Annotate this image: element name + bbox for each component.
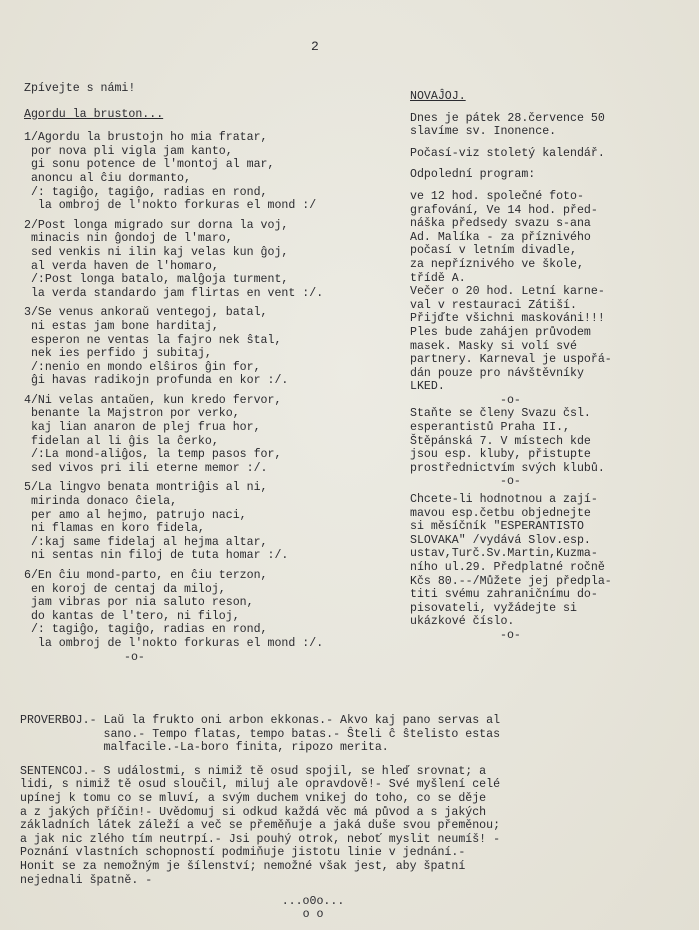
news-line: třídě A. xyxy=(410,271,466,285)
stanza-6 xyxy=(24,569,409,651)
news-line: dán pouze pro návštěvníky xyxy=(410,366,584,380)
verse-line: /:kaj same fidelaj al hejma altar, xyxy=(24,535,268,549)
stanza-1 xyxy=(24,131,409,213)
news-line: náška předsedy svazu s-ana xyxy=(410,217,591,231)
stanza-3 xyxy=(24,306,409,388)
verse-line: minacis nin ĝondoj de l'maro, xyxy=(24,232,233,246)
proverbs-block xyxy=(20,714,690,755)
stanza-4 xyxy=(24,394,409,476)
news-line: Večer o 20 hod. Letní karne- xyxy=(410,285,605,299)
verse-line: en koroj de centaj da miloj, xyxy=(24,582,226,596)
news-separator: -o- xyxy=(500,475,521,489)
verse-line: la ombroj de l'nokto forkuras el mond :/ xyxy=(24,199,317,213)
news-line: masek. Masky si volí své xyxy=(410,339,577,353)
news-line: prostřednictvím svých klubů. xyxy=(410,461,605,475)
bottom-section xyxy=(20,714,690,887)
verse-line: anoncu al ĉiu dormanto, xyxy=(24,171,191,185)
verse-line: benante la Majstron por verko, xyxy=(24,407,240,421)
news-line: ukázkové číslo. xyxy=(410,615,515,629)
verse-line: la ombroj de l'nokto forkuras el mond :/. xyxy=(24,636,324,650)
news-subscription xyxy=(410,493,696,629)
verse-line: esperon ne ventas la fajro nek ŝtal, xyxy=(24,333,282,347)
verse-line: 4/Ni velas antaŭen, kun kredo fervor, xyxy=(24,393,282,407)
verse-line: 5/La lingvo benata montriĝis al ni, xyxy=(24,481,268,495)
news-line: grafování, Ve 14 hod. před- xyxy=(410,203,598,217)
news-line: počasí v letním divadle, xyxy=(410,244,577,258)
news-line: jsou esp. kluby, přistupte xyxy=(410,448,591,462)
sentence-line: lidi, s nimiž tě osud sloučil, miluj ale opravdově!- Své myšlení celé xyxy=(20,778,501,792)
news-line: ního ul.29. Předplatné ročně xyxy=(410,561,605,574)
news-program xyxy=(410,190,696,394)
news-line: Chcete-li hodnotnou a zají- xyxy=(410,493,598,507)
song-end-mark: -o- xyxy=(124,650,145,664)
verse-line: ni estas jam bone harditaj, xyxy=(24,319,219,333)
stanza-2 xyxy=(24,219,409,301)
news-line: ve 12 hod. společné foto- xyxy=(410,189,584,203)
news-line: slavíme sv. Inonence. xyxy=(410,125,557,139)
verse-line: /: tagiĝo, tagiĝo, radias en rond, xyxy=(24,623,268,637)
sentence-line: SENTENCOJ.- S událostmi, s nimiž tě osud spojil, se hleď srovnat; a xyxy=(20,764,487,778)
news-line: Štěpánská 7. V místech kde xyxy=(410,434,591,448)
news-line: za nepříznivého ve škole, xyxy=(410,257,584,271)
news-line: Dnes je pátek 28.července 50 xyxy=(410,111,605,125)
news-separator: -o- xyxy=(500,628,521,642)
verse-line: la verda standardo jam flirtas en vent :/. xyxy=(24,286,324,300)
verse-line: sed vivos pri ili eterne memor :/. xyxy=(24,461,268,475)
verse-line: /:La mond-aliĝos, la temp pasos for, xyxy=(24,448,282,462)
verse-line: ni sentas nin filoj de tuta homar :/. xyxy=(24,549,289,563)
verse-line: /:nenio en mondo elŝiros ĝin for, xyxy=(24,360,261,374)
verse-line: mirinda donaco ĉiela, xyxy=(24,495,178,509)
song-heading: Zpívejte s námi! xyxy=(24,82,136,95)
song-column xyxy=(24,82,409,664)
verse-line: do kantas de l'tero, ni filoj, xyxy=(24,609,240,623)
sentence-line: základních látek záleží a več se přeměňuje a jaká duše svou přeměnou; xyxy=(20,819,501,833)
footer-ornament-2: o o xyxy=(302,908,324,921)
verse-line: 2/Post longa migrado sur dorna la voj, xyxy=(24,218,289,232)
sentence-line: a jak nic zlého tím neutrpí.- Jsi pouhý otrok, neboť myslit neumíš! - xyxy=(20,832,501,846)
news-weather xyxy=(410,147,696,161)
footer-ornament: ...o0o... xyxy=(281,895,345,908)
news-line: titi svému zahraničnímu do- xyxy=(410,588,598,602)
news-line: esperantistů Praha II., xyxy=(410,421,571,435)
news-line: Přijďte všichni maskováni!!! xyxy=(410,312,605,326)
verse-line: per amo al hejmo, patrujo naci, xyxy=(24,508,247,522)
sentences-block xyxy=(20,765,690,887)
verse-line: 6/En ĉiu mond-parto, en ĉiu terzon, xyxy=(24,569,268,582)
news-line: pisovateli, vyžádejte si xyxy=(410,601,577,615)
proverb-line: malfacile.-La-boro finita, ripozo merita. xyxy=(20,741,389,755)
news-program-heading xyxy=(410,168,696,182)
sentence-line: a z jakých příčin!- Uvědomuj si odkud každá věc má původ a s jakých xyxy=(20,805,487,819)
news-line: Odpolední program: xyxy=(410,168,536,182)
news-line: LKED. xyxy=(410,380,445,394)
verse-line: por nova pli vigla jam kanto, xyxy=(24,144,233,158)
verse-line: kaj lian anaron de plej frua hor, xyxy=(24,421,261,435)
news-line: ustav,Turč.Sv.Martin,Kuzma- xyxy=(410,547,598,561)
sentence-line: Honit se za nemožným je šílenství; nemožné však jest, aby špatní xyxy=(20,859,466,873)
verse-line: ni flamas en koro fidela, xyxy=(24,522,205,536)
news-line: partnery. Karneval je uspořá- xyxy=(410,353,612,367)
verse-line: 1/Agordu la brustojn ho mia fratar, xyxy=(24,131,268,145)
news-line: SLOVAKA" /vydává Slov.esp. xyxy=(410,533,591,547)
news-heading: NOVAĴOJ. xyxy=(410,90,466,103)
news-line: si měsíčník "ESPERANTISTO xyxy=(410,520,584,534)
news-line: Staňte se členy Svazu čsl. xyxy=(410,407,591,421)
page-number: 2 xyxy=(311,39,319,54)
sentence-line: upínej k tomu co se mluví, a svým duchem vnikej do toho, co se děje xyxy=(20,791,487,805)
sentence-line: Poznání vlastních schopností podmiňuje jistotu linie v jednání.- xyxy=(20,846,466,860)
verse-line: /:Post longa batalo, malĝoja turment, xyxy=(24,273,289,287)
verse-line: /: tagiĝo, tagiĝo, radias en rond, xyxy=(24,185,268,199)
news-line: mavou esp.četbu objednejte xyxy=(410,506,591,520)
verse-line: gi sonu potence de l'montoj al mar, xyxy=(24,158,275,172)
verse-line: sed venkis ni ilin kaj velas kun ĝoj, xyxy=(24,245,289,259)
song-title: Agordu la bruston... xyxy=(24,107,164,121)
news-line: val v restauraci Zátiší. xyxy=(410,298,577,312)
news-line: Ad. Malíka - za příznivého xyxy=(410,230,591,244)
proverb-line: PROVERBOJ.- Laŭ la frukto oni arbon ekkonas.- Akvo kaj pano servas al xyxy=(20,714,501,727)
stanza-5 xyxy=(24,481,409,563)
verse-line: fidelan al li ĝis la ĉerko, xyxy=(24,434,219,448)
proverb-line: sano.- Tempo flatas, tempo batas.- Ŝteli ĉ ŝtelisto estas xyxy=(20,727,501,741)
verse-line: al verda haven de l'homaro, xyxy=(24,259,219,273)
news-separator: -o- xyxy=(500,393,521,407)
news-column xyxy=(410,90,696,643)
news-line: Počasí-viz stoletý kalendář. xyxy=(410,146,605,160)
news-membership xyxy=(410,407,696,475)
news-date xyxy=(410,112,696,139)
news-line: Kčs 80.--/Můžete jej předpla- xyxy=(410,574,612,588)
news-line: Ples bude zahájen průvodem xyxy=(410,325,591,339)
verse-line: ĝi havas radikojn profunda en kor :/. xyxy=(24,374,289,388)
sentence-line: nejednali špatně. - xyxy=(20,873,153,887)
verse-line: jam vibras por nia saluto reson, xyxy=(24,596,254,610)
verse-line: 3/Se venus ankoraŭ ventegoj, batal, xyxy=(24,306,268,320)
verse-line: nek ies perfido j subitaj, xyxy=(24,347,212,361)
